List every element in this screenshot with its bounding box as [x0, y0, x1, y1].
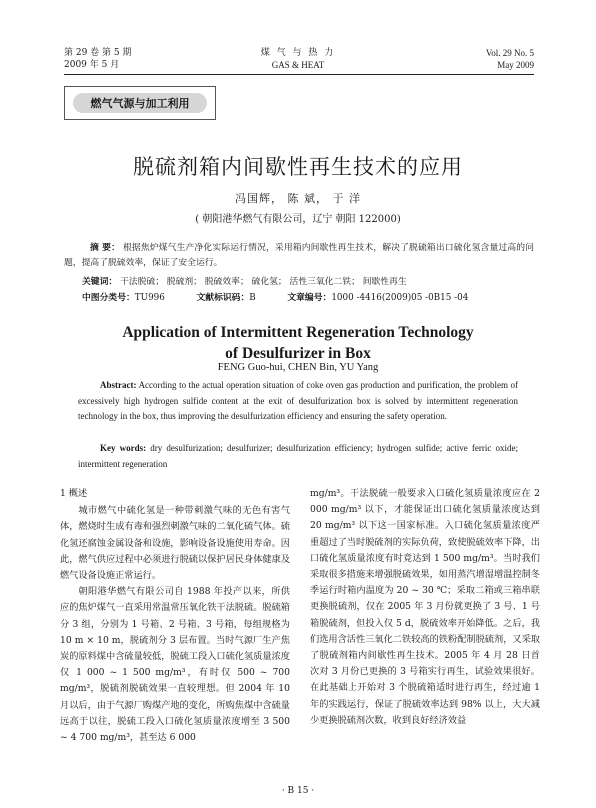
- abstract-cn-label: 摘 要：: [90, 243, 121, 253]
- journal-date-cn: 2009 年 5 月: [64, 60, 120, 70]
- keywords-cn: [82, 275, 534, 290]
- doc-code-value: B: [249, 293, 256, 303]
- body-left-paragraph-1: 城市燃气中硫化氢是一种带刺激气味的无色有害气体，燃烧时生成有毒和强烈刺激气味的二氧化硫气体。硫化氢还腐蚀金属设备和设施，影响设备设施使用寿命。因此，燃气供应过程中必须进行脱硫以保护居民身体健康及燃气设备设施正常运行。: [60, 505, 290, 582]
- article-id-value: 1000 -4416(2009)05 -0B15 -04: [331, 293, 469, 303]
- authors-en: FENG Guo-hui, CHEN Bin, YU Yang: [217, 362, 379, 373]
- classification-row: [82, 291, 534, 306]
- journal-volume-en: Vol. 29 No. 5: [485, 48, 534, 58]
- clc-value: TU996: [134, 293, 165, 303]
- article-id-label: 文章编号：: [287, 293, 332, 303]
- title-cn: 脱硫剂箱内间歇性再生技术的应用: [133, 155, 463, 179]
- authors-cn: 冯国辉， 陈 斌， 于 洋: [235, 192, 361, 205]
- keywords-en: [78, 441, 518, 472]
- abstract-cn-text: 根据焦炉煤气生产净化实际运行情况，采用箱内间歇性再生技术，解决了脱硫箱出口硫化氢含量过高的问题，提高了脱硫效率，保证了安全运行。: [64, 243, 534, 268]
- keywords-cn-text: 干法脱硫； 脱硫剂； 脱硫效率； 硫化氢； 活性三氧化二铁； 间歇性再生: [120, 277, 407, 287]
- abstract-cn: [64, 241, 534, 271]
- header-rule: [64, 74, 534, 75]
- body-right-column: [310, 486, 540, 729]
- section-label-box: [64, 86, 216, 120]
- doc-code-label: 文献标识码：: [196, 293, 250, 303]
- title-en: [0, 322, 596, 364]
- affiliation-cn: ( 朝阳港华燃气有限公司，辽宁 朝阳 122000): [195, 214, 401, 225]
- keywords-cn-label: 关键词：: [82, 277, 118, 287]
- body-left-paragraph-2: 朝阳港华燃气有限公司自 1988 年投产以来，所供应的焦炉煤气一直采用常温常压氧化铁干法脱硫。脱硫箱分 3 组，分别为 1 号箱、2 号箱、3 号箱，每组规格为 10 m × 10 m，脱硫剂分 3 层布置。当时气源厂生产焦炭的原料煤中含硫量较低，脱硫工段入口硫化氢质量浓度仅 1 000 ~ 1 500 mg/m³，有时仅 500 ~ 700 mg/m³，脱硫剂脱硫效果一直较理想。但 2004 年 10 月以后，由于气源厂购煤产地的变化，所购焦煤中含硫量远高于以往，脱硫工段入口硫化氢质量浓度增至 3 500 ~ 4 700 mg/m³，甚至达 6 000: [60, 586, 290, 744]
- page-number: · B 15 ·: [281, 786, 315, 796]
- journal-name-en: GAS & HEAT: [271, 60, 325, 70]
- section-heading-1: 1 概述: [60, 488, 88, 499]
- body-right-paragraph-1: mg/m³。干法脱硫一般要求入口硫化氢质量浓度应在 2 000 mg/m³ 以下，才能保证出口硫化氢质量浓度达到 20 mg/m³ 以下这一国家标准。入口硫化氢质量浓度严重超过了当时脱硫剂的实际负荷，致使脱硫效率下降，出口硫化氢质量浓度有时竟达到 1 500 mg/m³。当时我们采取很多措施来增强脱硫效果，如用蒸汽增湿增温控制冬季运行时箱内温度为 20 ~ 30 ℃；采取二箱或三箱串联更换脱硫剂，仅在 2005 年 3 月份就更换了 3 号、1 号箱脱硫剂，但投入仅 5 d，脱硫效率开始降低。之后，我们选用含活性三氧化二铁较高的铁粉配制脱硫剂，又采取了脱硫剂箱内间歇性再生技术。2005 年 4 月 28 日首次对 3 月份已更换的 3 号箱实行再生，试验效果很好。在此基础上开始对 3 个脱硫箱适时进行再生，经过逾 1 年的实践运行，保证了脱硫效率达到 98% 以上，大大减少更换脱硫剂次数，收到良好经济效益: [310, 488, 540, 726]
- abstract-en-text: According to the actual operation situation of coke oven gas production and purification, the problem of excessively high hydrogen sulfide content at the exit of desulfurization box is solved by intermittent regeneration technology in the box, thus improving the desulfurization efficiency and ensuring the safety operation.: [78, 380, 518, 421]
- journal-name-cn: 煤 气 与 热 力: [260, 48, 336, 58]
- title-en-line1: Application of Intermittent Regeneration Technology: [122, 324, 474, 341]
- keywords-en-text: dry desulfurization; desulfurizer; desulfurization efficiency; hydrogen sulfide; active ferric oxide; intermittent regeneration: [78, 443, 519, 469]
- header-right: [400, 47, 534, 71]
- clc-label: 中图分类号：: [82, 293, 135, 303]
- abstract-en: [78, 378, 518, 425]
- section-label: 燃气气源与加工利用: [73, 93, 207, 113]
- abstract-en-label: Abstract:: [100, 380, 137, 390]
- title-en-line2: of Desulfurizer in Box: [225, 345, 371, 362]
- body-left-column: [60, 486, 290, 746]
- journal-date-en: May 2009: [497, 60, 534, 70]
- keywords-en-label: Key words:: [100, 443, 147, 453]
- journal-volume-issue: 第 29 卷 第 5 期: [64, 48, 132, 58]
